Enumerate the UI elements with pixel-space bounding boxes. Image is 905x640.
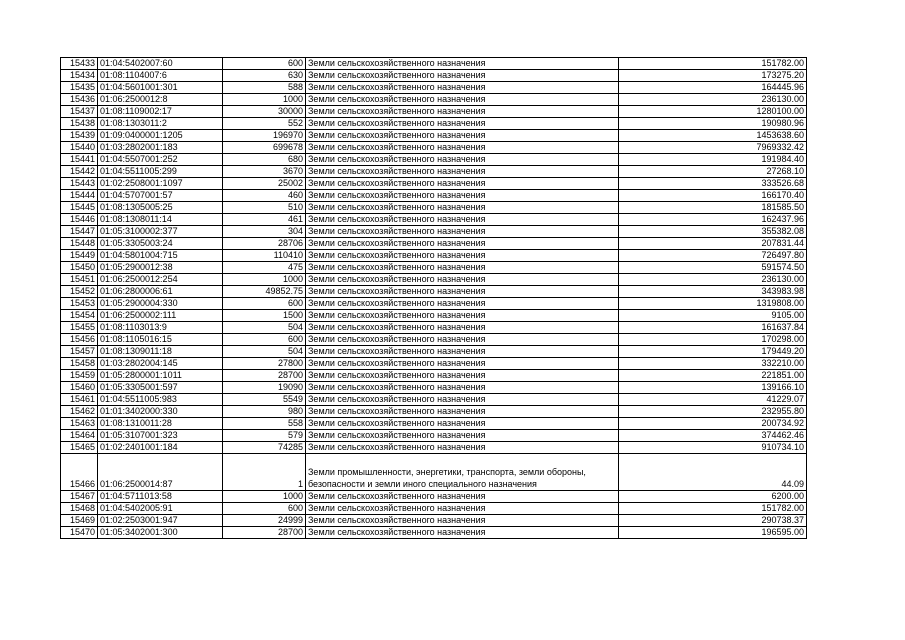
cadastral-number-cell: 01:02:2508001:1097 bbox=[98, 178, 223, 190]
land-category-cell: Земли сельскохозяйственного назначения bbox=[306, 82, 619, 94]
cadastral-number-cell: 01:04:5402007:60 bbox=[98, 58, 223, 70]
land-category-cell: Земли сельскохозяйственного назначения bbox=[306, 382, 619, 394]
land-category-cell: Земли сельскохозяйственного назначения bbox=[306, 274, 619, 286]
land-category-cell: Земли сельскохозяйственного назначения bbox=[306, 94, 619, 106]
row-number-cell: 15439 bbox=[61, 130, 98, 142]
land-plots-table bbox=[60, 57, 807, 539]
land-category-cell: Земли сельскохозяйственного назначения bbox=[306, 527, 619, 539]
cadastral-number-cell: 01:04:5507001:252 bbox=[98, 154, 223, 166]
row-number-cell: 15453 bbox=[61, 298, 98, 310]
row-number-cell: 15468 bbox=[61, 503, 98, 515]
row-number-cell: 15440 bbox=[61, 142, 98, 154]
cadastral-value-cell: 41229.07 bbox=[619, 394, 807, 406]
cadastral-number-cell: 01:05:3305003:24 bbox=[98, 238, 223, 250]
cadastral-value-cell: 190980.96 bbox=[619, 118, 807, 130]
table-row bbox=[61, 94, 807, 106]
cadastral-number-cell: 01:06:2500012:8 bbox=[98, 94, 223, 106]
cadastral-value-cell: 161637.84 bbox=[619, 322, 807, 334]
cadastral-value-cell: 726497.80 bbox=[619, 250, 807, 262]
table-row bbox=[61, 286, 807, 298]
area-cell: 1000 bbox=[223, 94, 306, 106]
land-category-cell: Земли сельскохозяйственного назначения bbox=[306, 418, 619, 430]
table-row bbox=[61, 70, 807, 82]
cadastral-value-cell: 181585.50 bbox=[619, 202, 807, 214]
cadastral-value-cell: 27268.10 bbox=[619, 166, 807, 178]
row-number-cell: 15460 bbox=[61, 382, 98, 394]
row-number-cell: 15436 bbox=[61, 94, 98, 106]
area-cell: 558 bbox=[223, 418, 306, 430]
row-number-cell: 15459 bbox=[61, 370, 98, 382]
area-cell: 27800 bbox=[223, 358, 306, 370]
land-category-cell: Земли сельскохозяйственного назначения bbox=[306, 154, 619, 166]
table-row bbox=[61, 515, 807, 527]
land-category-cell: Земли промышленности, энергетики, транспорта, земли обороны, безопасности и земли иного специального назначения bbox=[306, 454, 619, 491]
cadastral-value-cell: 196595.00 bbox=[619, 527, 807, 539]
cadastral-number-cell: 01:01:3402000:330 bbox=[98, 406, 223, 418]
area-cell: 28706 bbox=[223, 238, 306, 250]
row-number-cell: 15469 bbox=[61, 515, 98, 527]
cadastral-number-cell: 01:05:2900004:330 bbox=[98, 298, 223, 310]
table-row bbox=[61, 82, 807, 94]
row-number-cell: 15463 bbox=[61, 418, 98, 430]
cadastral-number-cell: 01:09:0400001:1205 bbox=[98, 130, 223, 142]
cadastral-value-cell: 173275.20 bbox=[619, 70, 807, 82]
cadastral-number-cell: 01:08:1310011:28 bbox=[98, 418, 223, 430]
area-cell: 110410 bbox=[223, 250, 306, 262]
row-number-cell: 15433 bbox=[61, 58, 98, 70]
row-number-cell: 15438 bbox=[61, 118, 98, 130]
land-category-cell: Земли сельскохозяйственного назначения bbox=[306, 190, 619, 202]
cadastral-number-cell: 01:05:2900012:38 bbox=[98, 262, 223, 274]
row-number-cell: 15441 bbox=[61, 154, 98, 166]
table-row bbox=[61, 394, 807, 406]
area-cell: 504 bbox=[223, 322, 306, 334]
area-cell: 1500 bbox=[223, 310, 306, 322]
table-row bbox=[61, 358, 807, 370]
row-number-cell: 15464 bbox=[61, 430, 98, 442]
cadastral-value-cell: 200734.92 bbox=[619, 418, 807, 430]
cadastral-number-cell: 01:04:5707001:57 bbox=[98, 190, 223, 202]
cadastral-value-cell: 1453638.60 bbox=[619, 130, 807, 142]
land-category-cell: Земли сельскохозяйственного назначения bbox=[306, 406, 619, 418]
row-number-cell: 15452 bbox=[61, 286, 98, 298]
land-category-cell: Земли сельскохозяйственного назначения bbox=[306, 262, 619, 274]
cadastral-number-cell: 01:04:5801004:715 bbox=[98, 250, 223, 262]
cadastral-value-cell: 236130.00 bbox=[619, 274, 807, 286]
cadastral-value-cell: 6200.00 bbox=[619, 491, 807, 503]
area-cell: 74285 bbox=[223, 442, 306, 454]
land-category-cell: Земли сельскохозяйственного назначения bbox=[306, 214, 619, 226]
row-number-cell: 15447 bbox=[61, 226, 98, 238]
land-category-cell: Земли сельскохозяйственного назначения bbox=[306, 322, 619, 334]
table-row bbox=[61, 418, 807, 430]
row-number-cell: 15457 bbox=[61, 346, 98, 358]
table-row bbox=[61, 370, 807, 382]
land-category-cell: Земли сельскохозяйственного назначения bbox=[306, 226, 619, 238]
cadastral-value-cell: 374462.46 bbox=[619, 430, 807, 442]
area-cell: 24999 bbox=[223, 515, 306, 527]
area-cell: 600 bbox=[223, 503, 306, 515]
area-cell: 600 bbox=[223, 298, 306, 310]
row-number-cell: 15443 bbox=[61, 178, 98, 190]
row-number-cell: 15456 bbox=[61, 334, 98, 346]
table-row bbox=[61, 406, 807, 418]
row-number-cell: 15455 bbox=[61, 322, 98, 334]
area-cell: 504 bbox=[223, 346, 306, 358]
row-number-cell: 15446 bbox=[61, 214, 98, 226]
table-row bbox=[61, 178, 807, 190]
cadastral-value-cell: 910734.10 bbox=[619, 442, 807, 454]
cadastral-value-cell: 591574.50 bbox=[619, 262, 807, 274]
cadastral-value-cell: 1280100.00 bbox=[619, 106, 807, 118]
table-row bbox=[61, 214, 807, 226]
area-cell: 1 bbox=[223, 454, 306, 491]
cadastral-value-cell: 333526.68 bbox=[619, 178, 807, 190]
cadastral-number-cell: 01:08:1103013:9 bbox=[98, 322, 223, 334]
cadastral-number-cell: 01:05:2800001:1011 bbox=[98, 370, 223, 382]
table-row bbox=[61, 430, 807, 442]
row-number-cell: 15448 bbox=[61, 238, 98, 250]
land-category-cell: Земли сельскохозяйственного назначения bbox=[306, 358, 619, 370]
land-category-cell: Земли сельскохозяйственного назначения bbox=[306, 130, 619, 142]
cadastral-value-cell: 162437.96 bbox=[619, 214, 807, 226]
land-category-cell: Земли сельскохозяйственного назначения bbox=[306, 298, 619, 310]
table-row bbox=[61, 238, 807, 250]
row-number-cell: 15449 bbox=[61, 250, 98, 262]
row-number-cell: 15450 bbox=[61, 262, 98, 274]
table-row bbox=[61, 454, 807, 491]
land-category-cell: Земли сельскохозяйственного назначения bbox=[306, 106, 619, 118]
cadastral-number-cell: 01:05:3305001:597 bbox=[98, 382, 223, 394]
table-row bbox=[61, 491, 807, 503]
cadastral-number-cell: 01:03:2802004:145 bbox=[98, 358, 223, 370]
area-cell: 600 bbox=[223, 58, 306, 70]
land-category-cell: Земли сельскохозяйственного назначения bbox=[306, 58, 619, 70]
area-cell: 3670 bbox=[223, 166, 306, 178]
land-category-cell: Земли сельскохозяйственного назначения bbox=[306, 515, 619, 527]
cadastral-value-cell: 151782.00 bbox=[619, 58, 807, 70]
table-row bbox=[61, 190, 807, 202]
cadastral-value-cell: 221851.00 bbox=[619, 370, 807, 382]
row-number-cell: 15465 bbox=[61, 442, 98, 454]
land-category-cell: Земли сельскохозяйственного назначения bbox=[306, 503, 619, 515]
table-row bbox=[61, 58, 807, 70]
cadastral-value-cell: 151782.00 bbox=[619, 503, 807, 515]
table-row bbox=[61, 154, 807, 166]
row-number-cell: 15435 bbox=[61, 82, 98, 94]
area-cell: 19090 bbox=[223, 382, 306, 394]
area-cell: 1000 bbox=[223, 274, 306, 286]
cadastral-value-cell: 9105.00 bbox=[619, 310, 807, 322]
cadastral-number-cell: 01:02:2503001:947 bbox=[98, 515, 223, 527]
cadastral-value-cell: 1319808.00 bbox=[619, 298, 807, 310]
cadastral-value-cell: 166170.40 bbox=[619, 190, 807, 202]
cadastral-number-cell: 01:08:1309011:18 bbox=[98, 346, 223, 358]
table-row bbox=[61, 322, 807, 334]
cadastral-number-cell: 01:06:2800006:61 bbox=[98, 286, 223, 298]
area-cell: 552 bbox=[223, 118, 306, 130]
cadastral-value-cell: 191984.40 bbox=[619, 154, 807, 166]
land-category-cell: Земли сельскохозяйственного назначения bbox=[306, 70, 619, 82]
area-cell: 579 bbox=[223, 430, 306, 442]
area-cell: 460 bbox=[223, 190, 306, 202]
area-cell: 475 bbox=[223, 262, 306, 274]
cadastral-value-cell: 232955.80 bbox=[619, 406, 807, 418]
table-row bbox=[61, 503, 807, 515]
table-body bbox=[61, 58, 807, 539]
table-row bbox=[61, 250, 807, 262]
area-cell: 49852.75 bbox=[223, 286, 306, 298]
cadastral-number-cell: 01:04:5402005:91 bbox=[98, 503, 223, 515]
area-cell: 699678 bbox=[223, 142, 306, 154]
cadastral-number-cell: 01:02:2401001:184 bbox=[98, 442, 223, 454]
row-number-cell: 15458 bbox=[61, 358, 98, 370]
area-cell: 980 bbox=[223, 406, 306, 418]
area-cell: 28700 bbox=[223, 370, 306, 382]
cadastral-value-cell: 332210.00 bbox=[619, 358, 807, 370]
cadastral-value-cell: 207831.44 bbox=[619, 238, 807, 250]
row-number-cell: 15470 bbox=[61, 527, 98, 539]
land-category-cell: Земли сельскохозяйственного назначения bbox=[306, 394, 619, 406]
row-number-cell: 15461 bbox=[61, 394, 98, 406]
area-cell: 600 bbox=[223, 334, 306, 346]
cadastral-value-cell: 179449.20 bbox=[619, 346, 807, 358]
land-category-cell: Земли сельскохозяйственного назначения bbox=[306, 166, 619, 178]
land-category-cell: Земли сельскохозяйственного назначения bbox=[306, 178, 619, 190]
land-category-cell: Земли сельскохозяйственного назначения bbox=[306, 310, 619, 322]
cadastral-number-cell: 01:06:2500014:87 bbox=[98, 454, 223, 491]
table-row bbox=[61, 527, 807, 539]
cadastral-number-cell: 01:05:3402001:300 bbox=[98, 527, 223, 539]
cadastral-number-cell: 01:08:1308011:14 bbox=[98, 214, 223, 226]
cadastral-number-cell: 01:04:5711013:58 bbox=[98, 491, 223, 503]
area-cell: 196970 bbox=[223, 130, 306, 142]
area-cell: 30000 bbox=[223, 106, 306, 118]
cadastral-value-cell: 290738.37 bbox=[619, 515, 807, 527]
area-cell: 25002 bbox=[223, 178, 306, 190]
cadastral-number-cell: 01:08:1109002:17 bbox=[98, 106, 223, 118]
land-category-cell: Земли сельскохозяйственного назначения bbox=[306, 118, 619, 130]
table-row bbox=[61, 202, 807, 214]
area-cell: 510 bbox=[223, 202, 306, 214]
cadastral-number-cell: 01:04:5511005:299 bbox=[98, 166, 223, 178]
table-row bbox=[61, 274, 807, 286]
cadastral-number-cell: 01:06:2500012:254 bbox=[98, 274, 223, 286]
cadastral-number-cell: 01:04:5511005:983 bbox=[98, 394, 223, 406]
row-number-cell: 15437 bbox=[61, 106, 98, 118]
row-number-cell: 15451 bbox=[61, 274, 98, 286]
cadastral-number-cell: 01:03:2802001:183 bbox=[98, 142, 223, 154]
table-row bbox=[61, 298, 807, 310]
land-category-cell: Земли сельскохозяйственного назначения bbox=[306, 238, 619, 250]
row-number-cell: 15434 bbox=[61, 70, 98, 82]
row-number-cell: 15454 bbox=[61, 310, 98, 322]
area-cell: 28700 bbox=[223, 527, 306, 539]
area-cell: 1000 bbox=[223, 491, 306, 503]
cadastral-value-cell: 164445.96 bbox=[619, 82, 807, 94]
table-row bbox=[61, 382, 807, 394]
table-row bbox=[61, 142, 807, 154]
cadastral-number-cell: 01:04:5601001:301 bbox=[98, 82, 223, 94]
cadastral-number-cell: 01:08:1104007:6 bbox=[98, 70, 223, 82]
cadastral-value-cell: 44.09 bbox=[619, 454, 807, 491]
cadastral-value-cell: 236130.00 bbox=[619, 94, 807, 106]
table-row bbox=[61, 106, 807, 118]
table-row bbox=[61, 262, 807, 274]
cadastral-number-cell: 01:08:1303011:2 bbox=[98, 118, 223, 130]
table-row bbox=[61, 334, 807, 346]
row-number-cell: 15462 bbox=[61, 406, 98, 418]
table-row bbox=[61, 166, 807, 178]
row-number-cell: 15444 bbox=[61, 190, 98, 202]
land-category-cell: Земли сельскохозяйственного назначения bbox=[306, 202, 619, 214]
row-number-cell: 15466 bbox=[61, 454, 98, 491]
table-row bbox=[61, 442, 807, 454]
row-number-cell: 15445 bbox=[61, 202, 98, 214]
table-row bbox=[61, 226, 807, 238]
land-category-cell: Земли сельскохозяйственного назначения bbox=[306, 250, 619, 262]
land-category-cell: Земли сельскохозяйственного назначения bbox=[306, 442, 619, 454]
land-category-cell: Земли сельскохозяйственного назначения bbox=[306, 334, 619, 346]
cadastral-number-cell: 01:08:1105016:15 bbox=[98, 334, 223, 346]
row-number-cell: 15467 bbox=[61, 491, 98, 503]
cadastral-value-cell: 7969332.42 bbox=[619, 142, 807, 154]
land-category-cell: Земли сельскохозяйственного назначения bbox=[306, 370, 619, 382]
area-cell: 5549 bbox=[223, 394, 306, 406]
area-cell: 461 bbox=[223, 214, 306, 226]
cadastral-value-cell: 139166.10 bbox=[619, 382, 807, 394]
area-cell: 680 bbox=[223, 154, 306, 166]
cadastral-number-cell: 01:05:3100002:377 bbox=[98, 226, 223, 238]
area-cell: 588 bbox=[223, 82, 306, 94]
land-category-cell: Земли сельскохозяйственного назначения bbox=[306, 142, 619, 154]
cadastral-value-cell: 170298.00 bbox=[619, 334, 807, 346]
cadastral-number-cell: 01:06:2500002:111 bbox=[98, 310, 223, 322]
area-cell: 630 bbox=[223, 70, 306, 82]
land-category-cell: Земли сельскохозяйственного назначения bbox=[306, 286, 619, 298]
row-number-cell: 15442 bbox=[61, 166, 98, 178]
table-row bbox=[61, 310, 807, 322]
table-row bbox=[61, 130, 807, 142]
table-row bbox=[61, 346, 807, 358]
cadastral-value-cell: 355382.08 bbox=[619, 226, 807, 238]
area-cell: 304 bbox=[223, 226, 306, 238]
table-row bbox=[61, 118, 807, 130]
cadastral-number-cell: 01:05:3107001:323 bbox=[98, 430, 223, 442]
cadastral-value-cell: 343983.98 bbox=[619, 286, 807, 298]
land-category-cell: Земли сельскохозяйственного назначения bbox=[306, 491, 619, 503]
land-category-cell: Земли сельскохозяйственного назначения bbox=[306, 346, 619, 358]
land-category-cell: Земли сельскохозяйственного назначения bbox=[306, 430, 619, 442]
cadastral-number-cell: 01:08:1305005:25 bbox=[98, 202, 223, 214]
